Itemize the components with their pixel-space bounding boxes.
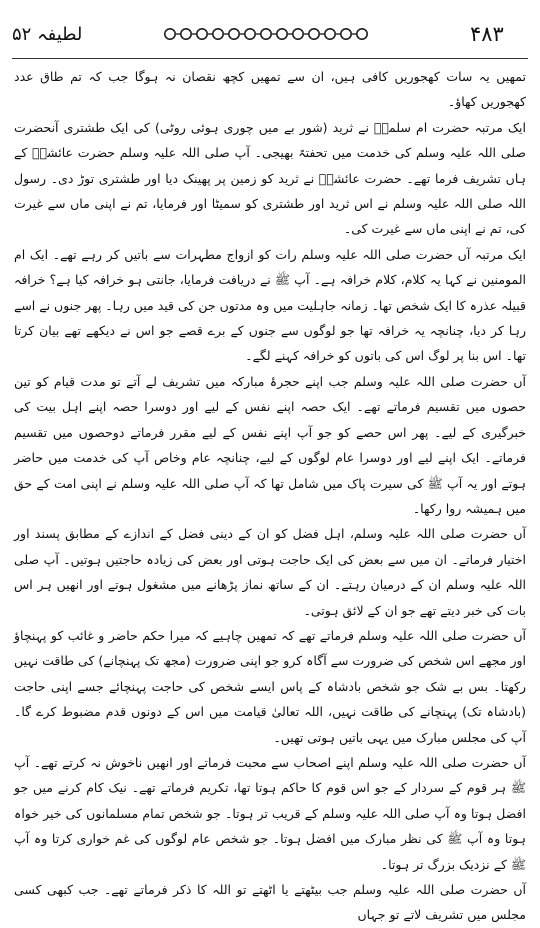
- paragraph: آں حضرت صلی اللہ علیہ وسلم، اہل فضل کو ان کے دینی فضل کے اندازے کے مطابق پسند اور اختیار فرماتے۔ ان میں سے بعض کی ایک حاجت ہوتی اور بعض کی زیادہ حاجتیں ہوتیں۔ آپ صلی اللہ علیہ وسلم ان کے درمیان رہتے۔ ان کے ساتھ نماز پڑھانے میں مشغول ہوتے اور انھیں ہر اس بات کی خبر دیتے تھے جو ان کے لائق ہوتی۔: [14, 526, 526, 618]
- paragraph: آں حضرت صلی اللہ علیہ وسلم جب بیٹھتے یا اٹھتے تو اللہ کا ذکر فرماتے تھے۔ جب کبھی کسی مجلس میں تشریف لاتے تو جہاں: [14, 882, 526, 923]
- page-header: [0, 0, 540, 62]
- paragraph: آں حضرت صلی اللہ علیہ وسلم اپنے اصحاب سے محبت فرماتے اور انھیں ناخوش نہ کرتے تھے۔ آپ ﷺ ہر قوم کے سردار کے جو اس قوم کا حاکم ہوتا تھا، تکریم فرماتے تھے۔ نیک کام کرنے میں جو افضل ہوتا وہ آپ صلی اللہ علیہ وسلم کے قریب تر ہوتا۔ جو شخص تمام مسلمانوں کی خیر خواہ ہوتا وہ آپ ﷺ کی نظر مبارک میں افضل ہوتا۔ جو شخص عام لوگوں کی غم خواری کرتا وہ آپ ﷺ کے نزدیک بزرگ تر ہوتا۔: [14, 754, 526, 872]
- body-text: [14, 64, 526, 928]
- paragraph: آں حضرت صلی اللہ علیہ وسلم فرماتے تھے کہ تمھیں چاہیے کہ میرا حکم حاضر و غائب کو پہنچاؤ اور مجھے اس شخص کی ضرورت سے آگاہ کرو جو اپنی ضرورت (مجھ تک پہنچانے) کی طاقت نہیں رکھتا۔ بس بے شک جو شخص بادشاہ کے پاس ایسے شخص کی حاجت پہنچائے جسے اپنی حاجت (بادشاہ تک) پہنچانے کی طاقت نہیں، اللہ تعالیٰ قیامت میں اس کے دونوں قدم مضبوط کرے گا۔ آپ کی مجلس مبارک میں یہی باتیں ہوتی تھیں۔: [14, 627, 526, 745]
- decorative-chain-ornament: [162, 24, 374, 44]
- paragraph: ایک مرتبہ حضرت ام سلمہؓ نے ثرید (شور بے میں چوری ہوئی روٹی) کی ایک طشتری آنحضرت صلی اللہ علیہ وسلم کی خدمت میں تحفتہً بھیجی۔ آپ صلی اللہ علیہ وسلم حضرت عائشہؓ کے ہاں تشریف فرما تھے۔ حضرت عائشہؓ نے ثرید کو زمین پر پھینک دیا اور طشتری توڑ دی۔ رسول اللہ صلی اللہ علیہ وسلم نے اس ثرید اور طشتری کو سمیٹا اور فرمایا، تم نے اپنی ماں سے غیرت کی، تم نے اپنی ماں سے غیرت کی۔: [14, 119, 526, 237]
- paragraph: تمھیں یہ سات کھجوریں کافی ہیں، ان سے تمھیں کچھ نقصان نہ ہوگا جب کہ تم طاق عدد کھجوریں کھاؤ۔: [14, 69, 526, 110]
- paragraph: ایک مرتبہ آں حضرت صلی اللہ علیہ وسلم رات کو ازواج مطہرات سے باتیں کر رہے تھے۔ ایک ام المومنین نے کہا یہ کلام، کلام خرافہ ہے۔ آپ ﷺ نے دریافت فرمایا، جانتی ہو خرافہ کیا ہے؟ خرافہ قبیلہ عذرہ کا ایک شخص تھا۔ زمانہ جاہلیت میں وہ مدتوں جن کی قید میں رہا۔ پھر جنوں نے اسے رہا کر دیا، چنانچہ یہ خرافہ تھا جو لوگوں سے جنوں کے برے قصے جو اس نے دیکھے تھے بیان کرتا تھا۔ اس بنا پر لوگ اس کی باتوں کو خرافہ کہنے لگے۔: [14, 246, 526, 364]
- header-rule: [12, 58, 528, 59]
- chapter-title: لطیفہ ۵۲: [12, 24, 83, 45]
- paragraph: آں حضرت صلی اللہ علیہ وسلم جب اپنے حجرۂ مبارکہ میں تشریف لے آتے تو مدت قیام کو تین حصوں میں تقسیم فرماتے تھے۔ ایک حصہ اپنے نفس کے لیے اور دوسرا حصہ اپنے اہل بیت کی خبرگیری کے لیے۔ پھر اس حصے کو جو آپ اپنے نفس کے لیے مقرر فرماتے دوحصوں میں تقسیم فرماتے۔ ایک اپنے لیے اور دوسرا عام لوگوں کے لیے، چنانچہ عام وخاص آپ کی خدمت میں حاضر ہوتے اور یہ آپ ﷺ کی سیرت پاک میں شامل تھا کہ آپ صلی اللہ علیہ وسلم نے اپنی امت کے حق میں ہمیشہ روا رکھا۔: [14, 373, 526, 516]
- page-number: ۴۸۳: [470, 22, 504, 46]
